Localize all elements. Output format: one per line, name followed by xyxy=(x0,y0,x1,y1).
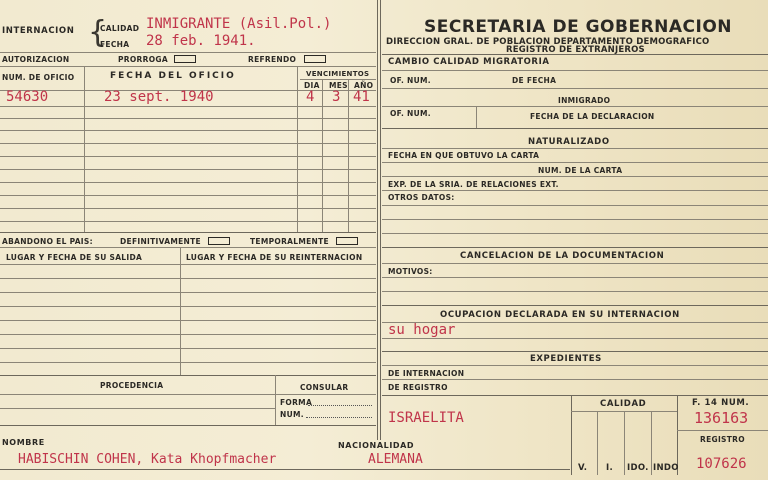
internacion-label: INTERNACION xyxy=(2,26,75,36)
reinternacion-label: LUGAR Y FECHA DE SU REINTERNACION xyxy=(186,253,363,262)
brace: { xyxy=(88,15,108,50)
calidad-col-ido: IDO. xyxy=(627,463,649,473)
expedientes-label: EXPEDIENTES xyxy=(530,354,602,364)
prorroga-checkbox xyxy=(174,55,196,63)
nacionalidad-value: ALEMANA xyxy=(368,452,423,467)
num-carta-label: NUM. DE LA CARTA xyxy=(538,166,623,175)
divider xyxy=(300,79,376,80)
fecha-oficio-label: FECHA DEL OFICIO xyxy=(110,71,236,81)
consular-label: CONSULAR xyxy=(300,383,349,392)
otros-datos-label: OTROS DATOS: xyxy=(388,193,455,202)
fecha-carta-label: FECHA EN QUE OBTUVO LA CARTA xyxy=(388,151,540,160)
de-registro-label: DE REGISTRO xyxy=(388,383,448,392)
cancelacion-label: CANCELACION DE LA DOCUMENTACION xyxy=(460,251,665,261)
ocupacion-label: OCUPACION DECLARADA EN SU INTERNACION xyxy=(440,310,680,320)
calidad-col-indo: INDO xyxy=(653,463,679,473)
fecha-declaracion-label: FECHA DE LA DECLARACION xyxy=(530,112,655,121)
registro-value: 107626 xyxy=(696,456,747,472)
definitivamente-label: DEFINITIVAMENTE xyxy=(120,237,201,246)
cambio-label: CAMBIO CALIDAD MIGRATORIA xyxy=(388,57,550,67)
calidad-grid-label: CALIDAD xyxy=(600,399,647,409)
forma-label: FORMA xyxy=(280,398,313,407)
ano-label: AÑO xyxy=(354,81,374,90)
salida-label: LUGAR Y FECHA DE SU SALIDA xyxy=(6,253,143,262)
num-oficio-label: NUM. DE OFICIO xyxy=(2,73,75,82)
fecha-oficio-value: 23 sept. 1940 xyxy=(104,89,214,105)
fecha-label: FECHA xyxy=(100,40,130,49)
vencimientos-label: VENCIMIENTOS xyxy=(306,70,370,78)
dia-value: 4 xyxy=(306,89,315,105)
calidad-col-v: V. xyxy=(578,463,588,473)
de-fecha-label: DE FECHA xyxy=(512,76,557,85)
procedencia-label: PROCEDENCIA xyxy=(100,381,164,390)
f14-label: F. 14 NUM. xyxy=(692,398,750,408)
naturalizado-label: NATURALIZADO xyxy=(528,137,610,147)
exp-sria-label: EXP. DE LA SRIA. DE RELACIONES EXT. xyxy=(388,180,559,189)
of-num-label: OF. NUM. xyxy=(390,76,431,85)
page-title: SECRETARIA DE GOBERNACION xyxy=(424,17,733,37)
num-oficio-value: 54630 xyxy=(6,89,49,105)
refrendo-checkbox xyxy=(304,55,326,63)
autorizacion-label: AUTORIZACION xyxy=(2,55,70,64)
inmigrado-label: INMIGRADO xyxy=(558,96,611,105)
motivos-label: MOTIVOS: xyxy=(388,267,433,276)
nombre-label: NOMBRE xyxy=(2,438,45,447)
registro-label: REGISTRO xyxy=(700,435,745,444)
divider xyxy=(0,52,376,53)
mes-value: 3 xyxy=(332,89,341,105)
temporalmente-label: TEMPORALMENTE xyxy=(250,237,329,246)
fecha-value: 28 feb. 1941. xyxy=(146,33,256,49)
abandono-label: ABANDONO EL PAIS: xyxy=(2,237,93,246)
ano-value: 41 xyxy=(353,89,370,105)
of-num2-label: OF. NUM. xyxy=(390,109,431,118)
num-label: NUM. xyxy=(280,410,304,419)
dia-label: DIA xyxy=(304,81,320,90)
f14-value: 136163 xyxy=(694,409,749,427)
calidad-value: INMIGRANTE (Asil.Pol.) xyxy=(146,16,332,32)
calidad-col-i: I. xyxy=(606,463,613,473)
mes-label: MES xyxy=(329,81,348,90)
nacionalidad-label: NACIONALIDAD xyxy=(338,441,415,450)
subtitle-registro: REGISTRO DE EXTRANJEROS xyxy=(506,45,645,55)
calidad-label: CALIDAD xyxy=(100,24,140,33)
ocupacion-value: su hogar xyxy=(388,322,456,338)
refrendo-label: REFRENDO xyxy=(248,55,297,64)
definitivamente-checkbox xyxy=(208,237,230,245)
religion-value: ISRAELITA xyxy=(388,410,464,426)
center-divider xyxy=(377,0,378,440)
nombre-value: HABISCHIN COHEN, Kata Khopfmacher xyxy=(18,452,277,467)
de-internacion-label: DE INTERNACION xyxy=(388,369,465,378)
temporalmente-checkbox xyxy=(336,237,358,245)
prorroga-label: PRORROGA xyxy=(118,55,168,64)
divider xyxy=(0,66,376,67)
subtitle-dept: DIRECCION GRAL. DE POBLACION DEPARTAMENTO DEMOGRAFICO xyxy=(386,37,710,47)
